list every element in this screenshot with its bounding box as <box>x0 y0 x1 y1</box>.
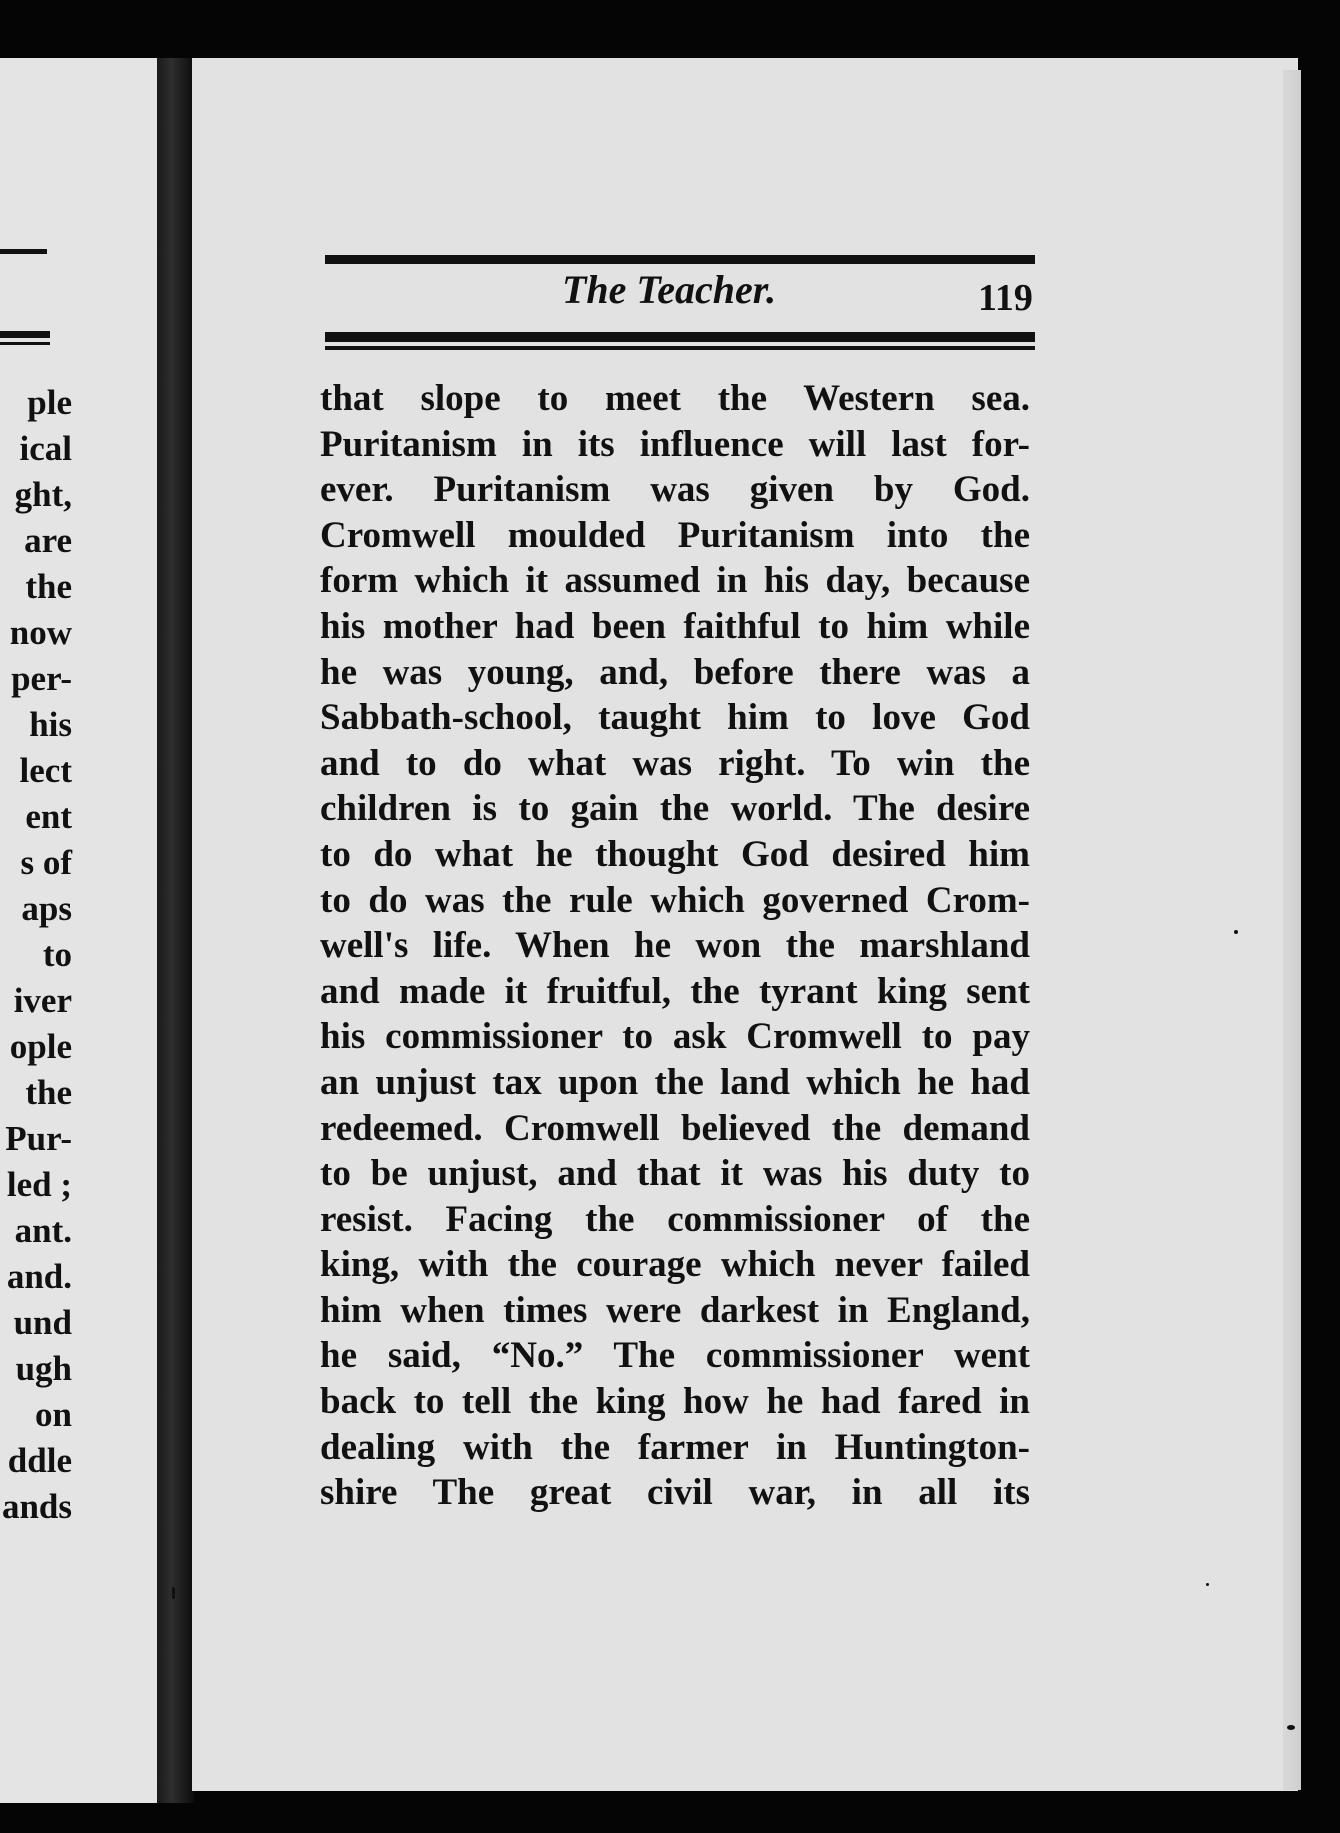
facing-page-rule-top <box>0 249 47 254</box>
facing-page-line: his <box>29 705 72 744</box>
facing-page-line: ugh <box>15 1349 72 1388</box>
text-line: Puritanism in its influence will last for- <box>320 423 1030 465</box>
facing-page-rule-thin <box>0 342 50 345</box>
text-line: form which it assumed in his day, because <box>320 560 1030 602</box>
facing-page-line: lect <box>19 751 72 790</box>
page-number: 119 <box>978 277 1033 319</box>
text-line: redeemed. Cromwell believed the demand <box>320 1107 1030 1149</box>
text-line: he said, “No.” The commissioner went <box>320 1335 1030 1377</box>
text-line: him when times were darkest in England, <box>320 1289 1030 1331</box>
facing-page-line: ght, <box>14 475 72 514</box>
header-rule-thin <box>325 346 1035 350</box>
text-line: shire The great civil war, in all its <box>320 1472 1030 1514</box>
text-line: children is to gain the world. The desire <box>320 788 1030 830</box>
text-line: Sabbath-school, taught him to love God <box>320 697 1030 739</box>
text-line: and made it fruitful, the tyrant king sent <box>320 970 1030 1012</box>
facing-page-line: ands <box>1 1487 72 1526</box>
text-line: his mother had been faithful to him while <box>320 605 1030 647</box>
text-line: dealing with the farmer in Huntington- <box>320 1426 1030 1468</box>
text-line: king, with the courage which never failed <box>320 1244 1030 1286</box>
text-line: well's life. When he won the marshland <box>320 925 1030 967</box>
facing-page-line: ple <box>27 383 72 422</box>
facing-page-line: per- <box>11 659 72 698</box>
running-head-title: The Teacher. <box>562 267 777 312</box>
facing-page-line: ople <box>9 1027 72 1066</box>
text-line: and to do what was right. To win the <box>320 742 1030 784</box>
facing-page-line: aps <box>21 889 72 928</box>
facing-page-line: and. <box>6 1257 72 1296</box>
facing-page-fragment <box>0 58 168 1803</box>
header-rule-top <box>325 255 1035 264</box>
text-line: he was young, and, before there was a <box>320 651 1030 693</box>
page-edge <box>1283 70 1301 1790</box>
header-rule-thick <box>325 332 1035 342</box>
text-line: to be unjust, and that it was his duty to <box>320 1153 1030 1195</box>
facing-page-line: are <box>24 521 72 560</box>
body-text <box>320 376 1030 1516</box>
facing-page-line: now <box>9 613 72 652</box>
text-line: back to tell the king how he had fared in <box>320 1381 1030 1423</box>
facing-page-line: s of <box>20 843 72 882</box>
text-line: Cromwell moulded Puritanism into the <box>320 514 1030 556</box>
text-line: ever. Puritanism was given by God. <box>320 469 1030 511</box>
facing-page-line: the <box>25 567 72 606</box>
facing-page-line: the <box>25 1073 72 1112</box>
scan-speck <box>1206 1583 1209 1586</box>
text-line: to do was the rule which governed Crom- <box>320 879 1030 921</box>
scan-speck <box>172 1587 175 1599</box>
text-line: resist. Facing the commissioner of the <box>320 1198 1030 1240</box>
facing-page-line: ent <box>25 797 72 836</box>
facing-page-line: on <box>35 1395 72 1434</box>
text-line: to do what he thought God desired him <box>320 833 1030 875</box>
text-line: that slope to meet the Western sea. <box>320 378 1030 419</box>
text-line: his commissioner to ask Cromwell to pay <box>320 1016 1030 1058</box>
scan-speck <box>1234 930 1238 934</box>
facing-page-line: und <box>13 1303 72 1342</box>
facing-page-rule-thick <box>0 331 50 338</box>
facing-page-line: Pur- <box>5 1119 72 1158</box>
facing-page-line: led ; <box>6 1165 72 1204</box>
scan-speck <box>1287 1725 1295 1730</box>
text-line: an unjust tax upon the land which he had <box>320 1061 1030 1103</box>
facing-page-line: to <box>42 935 72 974</box>
facing-page-line: ddle <box>7 1441 72 1480</box>
facing-page-line: ical <box>19 429 72 468</box>
facing-page-line: iver <box>13 981 72 1020</box>
facing-page-text <box>0 380 72 1530</box>
facing-page-line: ant. <box>14 1211 72 1250</box>
book-gutter <box>157 58 194 1803</box>
